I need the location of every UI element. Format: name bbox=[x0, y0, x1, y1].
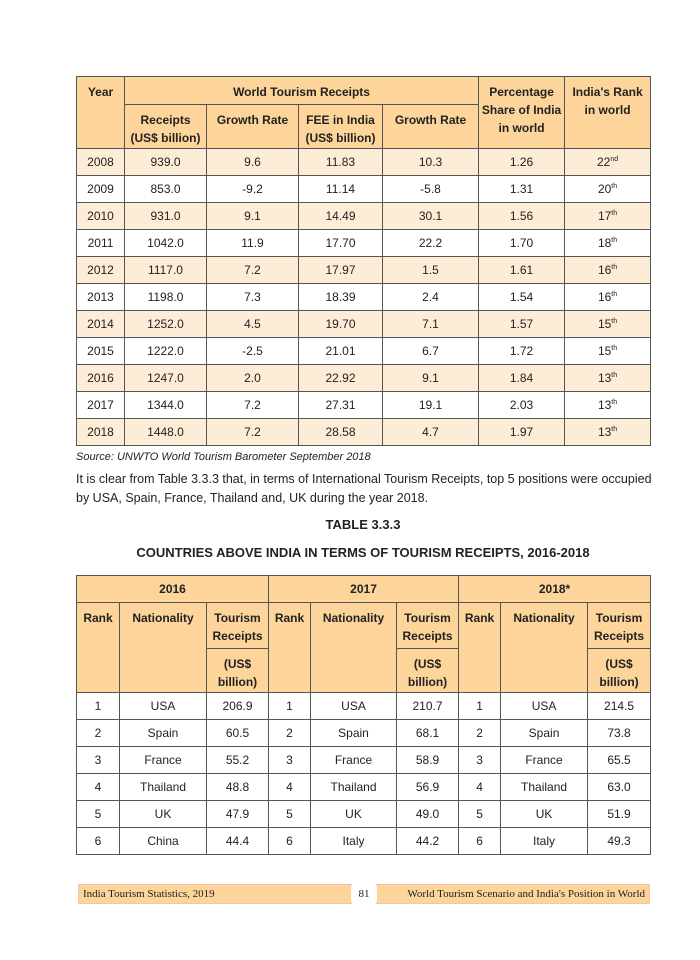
rank-cell bbox=[565, 230, 651, 257]
table-cell: Spain bbox=[501, 720, 588, 747]
table-cell: Spain bbox=[120, 720, 207, 747]
table-cell: 853.0 bbox=[125, 176, 207, 203]
header-unit: (US$ billion) bbox=[397, 649, 459, 693]
table-row bbox=[77, 801, 651, 828]
table-cell: 7.1 bbox=[383, 311, 479, 338]
table-cell: 2017 bbox=[77, 392, 125, 419]
rank-cell bbox=[565, 419, 651, 446]
table-cell: 7.3 bbox=[207, 284, 299, 311]
header-year: Year bbox=[77, 77, 125, 149]
table-row bbox=[77, 338, 651, 365]
footer-chapter: World Tourism Scenario and India's Position in World bbox=[407, 888, 645, 900]
table-cell: 2 bbox=[269, 720, 311, 747]
header-tourism-receipts: Tourism Receipts bbox=[207, 603, 269, 649]
header-fee-india: FEE in India (US$ billion) bbox=[299, 105, 383, 149]
header-unit: (US$ billion) bbox=[207, 649, 269, 693]
header-growth-rate-fee: Growth Rate bbox=[383, 105, 479, 149]
table-cell: -2.5 bbox=[207, 338, 299, 365]
table-cell: 2.0 bbox=[207, 365, 299, 392]
rank-cell bbox=[565, 149, 651, 176]
table-cell: 49.0 bbox=[397, 801, 459, 828]
table-cell: 4.5 bbox=[207, 311, 299, 338]
table-cell: 2012 bbox=[77, 257, 125, 284]
table-cell: 2 bbox=[459, 720, 501, 747]
table-row bbox=[77, 774, 651, 801]
table-cell: 2016 bbox=[77, 365, 125, 392]
table-cell: USA bbox=[311, 693, 397, 720]
rank-value: 20 bbox=[597, 182, 612, 196]
table-cell: 19.70 bbox=[299, 311, 383, 338]
table-cell: 7.2 bbox=[207, 257, 299, 284]
rank-suffix: nd bbox=[610, 156, 619, 163]
table-cell: 1252.0 bbox=[125, 311, 207, 338]
header-tourism-receipts: Tourism Receipts bbox=[588, 603, 651, 649]
header-year: 2018* bbox=[459, 576, 651, 603]
table-row bbox=[77, 149, 651, 176]
rank-value: 15 bbox=[597, 344, 612, 358]
rank-value: 18 bbox=[597, 236, 612, 250]
table-cell: Thailand bbox=[501, 774, 588, 801]
table-cell: 49.3 bbox=[588, 828, 651, 855]
header-nationality: Nationality bbox=[120, 603, 207, 693]
table-cell: 5 bbox=[77, 801, 120, 828]
table-row bbox=[77, 693, 651, 720]
table-cell: 60.5 bbox=[207, 720, 269, 747]
table-cell: -5.8 bbox=[383, 176, 479, 203]
table-cell: 5 bbox=[269, 801, 311, 828]
table-row bbox=[77, 720, 651, 747]
table-cell: 2015 bbox=[77, 338, 125, 365]
header-rank: Rank bbox=[77, 603, 120, 693]
header-unit: (US$ billion) bbox=[588, 649, 651, 693]
rank-value: 13 bbox=[597, 425, 612, 439]
header-tourism-receipts: Tourism Receipts bbox=[397, 603, 459, 649]
rank-value: 16 bbox=[597, 263, 612, 277]
rank-value: 17 bbox=[597, 209, 612, 223]
table-cell: 9.6 bbox=[207, 149, 299, 176]
header-nationality: Nationality bbox=[501, 603, 588, 693]
column-header-row bbox=[77, 603, 651, 649]
table-cell: 1.56 bbox=[479, 203, 565, 230]
table-cell: 9.1 bbox=[383, 365, 479, 392]
rank-value: 16 bbox=[597, 290, 612, 304]
table-cell: 3 bbox=[459, 747, 501, 774]
tourism-receipts-table bbox=[76, 76, 651, 446]
table-cell: 4 bbox=[459, 774, 501, 801]
paragraph: It is clear from Table 3.3.3 that, in terms of International Tourism Receipts, top 5 positions were occupied by USA, Spain, France, Thailand and, UK during the year 2018. bbox=[76, 472, 652, 505]
rank-value: 13 bbox=[597, 398, 612, 412]
table-cell: China bbox=[120, 828, 207, 855]
table-row bbox=[77, 230, 651, 257]
table-cell: 3 bbox=[269, 747, 311, 774]
table-cell: 48.8 bbox=[207, 774, 269, 801]
table-cell: 28.58 bbox=[299, 419, 383, 446]
table-cell: 11.9 bbox=[207, 230, 299, 257]
table-cell: 939.0 bbox=[125, 149, 207, 176]
table-cell: 17.97 bbox=[299, 257, 383, 284]
table-cell: 44.2 bbox=[397, 828, 459, 855]
table-cell: 2 bbox=[77, 720, 120, 747]
table-cell: 30.1 bbox=[383, 203, 479, 230]
table-cell: 1344.0 bbox=[125, 392, 207, 419]
table-cell: 210.7 bbox=[397, 693, 459, 720]
table-cell: France bbox=[311, 747, 397, 774]
table-title: COUNTRIES ABOVE INDIA IN TERMS OF TOURISM RECEIPTS, 2016-2018 bbox=[136, 545, 590, 560]
table-cell: 1.84 bbox=[479, 365, 565, 392]
table-cell: 51.9 bbox=[588, 801, 651, 828]
header-world-receipts: World Tourism Receipts bbox=[125, 77, 479, 105]
rank-value: 13 bbox=[597, 371, 612, 385]
table-cell: 2011 bbox=[77, 230, 125, 257]
table-row bbox=[77, 176, 651, 203]
table-cell: 22.92 bbox=[299, 365, 383, 392]
header-rank: Rank bbox=[459, 603, 501, 693]
rank-cell bbox=[565, 311, 651, 338]
header-receipts: Receipts (US$ billion) bbox=[125, 105, 207, 149]
table-cell: 17.70 bbox=[299, 230, 383, 257]
header-india-rank: India's Rank in world bbox=[565, 77, 651, 149]
table-cell: 2.4 bbox=[383, 284, 479, 311]
table-cell: USA bbox=[501, 693, 588, 720]
table-cell: 5 bbox=[459, 801, 501, 828]
table-row bbox=[77, 257, 651, 284]
table-cell: 1222.0 bbox=[125, 338, 207, 365]
table-cell: 2009 bbox=[77, 176, 125, 203]
table-cell: 1198.0 bbox=[125, 284, 207, 311]
table-cell: 2008 bbox=[77, 149, 125, 176]
rank-cell bbox=[565, 338, 651, 365]
table-cell: 73.8 bbox=[588, 720, 651, 747]
table-row bbox=[77, 392, 651, 419]
table-cell: 58.9 bbox=[397, 747, 459, 774]
table-cell: 2014 bbox=[77, 311, 125, 338]
table-row bbox=[77, 365, 651, 392]
header-growth-rate: Growth Rate bbox=[207, 105, 299, 149]
rank-suffix: th bbox=[611, 399, 618, 406]
table-cell: 1247.0 bbox=[125, 365, 207, 392]
rank-suffix: th bbox=[611, 426, 618, 433]
table-row bbox=[77, 747, 651, 774]
page-footer bbox=[78, 884, 650, 904]
table-cell: 55.2 bbox=[207, 747, 269, 774]
year-header-row bbox=[77, 576, 651, 603]
table-cell: 6.7 bbox=[383, 338, 479, 365]
table-cell: 214.5 bbox=[588, 693, 651, 720]
rank-suffix: th bbox=[611, 372, 618, 379]
rank-suffix: th bbox=[611, 210, 618, 217]
rank-cell bbox=[565, 203, 651, 230]
table-cell: 11.14 bbox=[299, 176, 383, 203]
table-cell: Italy bbox=[501, 828, 588, 855]
table-cell: 1.61 bbox=[479, 257, 565, 284]
rank-value: 15 bbox=[597, 317, 612, 331]
table-cell: 1.72 bbox=[479, 338, 565, 365]
table-cell: France bbox=[501, 747, 588, 774]
rank-cell bbox=[565, 257, 651, 284]
table-cell: 27.31 bbox=[299, 392, 383, 419]
table-cell: 931.0 bbox=[125, 203, 207, 230]
table-cell: 21.01 bbox=[299, 338, 383, 365]
table-cell: 2013 bbox=[77, 284, 125, 311]
table-cell: 63.0 bbox=[588, 774, 651, 801]
table-cell: 1.57 bbox=[479, 311, 565, 338]
table-cell: 11.83 bbox=[299, 149, 383, 176]
table-cell: 1 bbox=[459, 693, 501, 720]
rank-suffix: th bbox=[611, 318, 618, 325]
table-cell: 19.1 bbox=[383, 392, 479, 419]
rank-cell bbox=[565, 392, 651, 419]
footer-publication: India Tourism Statistics, 2019 bbox=[83, 888, 215, 900]
table-cell: 7.2 bbox=[207, 419, 299, 446]
table-cell: 1 bbox=[77, 693, 120, 720]
table-cell: 65.5 bbox=[588, 747, 651, 774]
table-row bbox=[77, 311, 651, 338]
table-cell: 47.9 bbox=[207, 801, 269, 828]
header-nationality: Nationality bbox=[311, 603, 397, 693]
rank-cell bbox=[565, 176, 651, 203]
table-cell: 7.2 bbox=[207, 392, 299, 419]
header-percentage-share: Percentage Share of India in world bbox=[479, 77, 565, 149]
table-label: TABLE 3.3.3 bbox=[325, 517, 401, 532]
rank-suffix: th bbox=[611, 291, 618, 298]
table-cell: 56.9 bbox=[397, 774, 459, 801]
table-cell: 3 bbox=[77, 747, 120, 774]
table-cell: 6 bbox=[459, 828, 501, 855]
table-cell: 10.3 bbox=[383, 149, 479, 176]
table-cell: 2010 bbox=[77, 203, 125, 230]
table-cell: 44.4 bbox=[207, 828, 269, 855]
rank-cell bbox=[565, 284, 651, 311]
table-cell: UK bbox=[501, 801, 588, 828]
table-cell: 2018 bbox=[77, 419, 125, 446]
table-cell: 1.70 bbox=[479, 230, 565, 257]
table-cell: 1117.0 bbox=[125, 257, 207, 284]
table-cell: UK bbox=[311, 801, 397, 828]
table-cell: Spain bbox=[311, 720, 397, 747]
table-cell: 1.97 bbox=[479, 419, 565, 446]
table-cell: Thailand bbox=[120, 774, 207, 801]
table-cell: UK bbox=[120, 801, 207, 828]
table-cell: -9.2 bbox=[207, 176, 299, 203]
countries-above-india-table bbox=[76, 575, 651, 855]
table-cell: 6 bbox=[269, 828, 311, 855]
rank-cell bbox=[565, 365, 651, 392]
table-cell: USA bbox=[120, 693, 207, 720]
table-cell: 4 bbox=[77, 774, 120, 801]
header-year: 2017 bbox=[269, 576, 459, 603]
table-cell: 14.49 bbox=[299, 203, 383, 230]
source-note: Source: UNWTO World Tourism Barometer September 2018 bbox=[76, 451, 371, 463]
table-cell: 1.26 bbox=[479, 149, 565, 176]
table-cell: 9.1 bbox=[207, 203, 299, 230]
rank-suffix: th bbox=[611, 183, 618, 190]
table-cell: 4 bbox=[269, 774, 311, 801]
table-cell: 1.5 bbox=[383, 257, 479, 284]
header-year: 2016 bbox=[77, 576, 269, 603]
rank-suffix: th bbox=[611, 264, 618, 271]
header-rank: Rank bbox=[269, 603, 311, 693]
rank-value: 22 bbox=[596, 155, 611, 169]
rank-suffix: th bbox=[611, 237, 618, 244]
page-number: 81 bbox=[351, 882, 377, 906]
table-cell: Italy bbox=[311, 828, 397, 855]
table-row bbox=[77, 203, 651, 230]
table-cell: 2.03 bbox=[479, 392, 565, 419]
table-cell: 1.54 bbox=[479, 284, 565, 311]
table-cell: 6 bbox=[77, 828, 120, 855]
table-row bbox=[77, 284, 651, 311]
table-cell: 1042.0 bbox=[125, 230, 207, 257]
table-cell: 68.1 bbox=[397, 720, 459, 747]
table-cell: 18.39 bbox=[299, 284, 383, 311]
table-cell: 206.9 bbox=[207, 693, 269, 720]
table-row bbox=[77, 828, 651, 855]
table-row bbox=[77, 419, 651, 446]
table-cell: 22.2 bbox=[383, 230, 479, 257]
rank-suffix: th bbox=[611, 345, 618, 352]
table-cell: 1.31 bbox=[479, 176, 565, 203]
table-cell: France bbox=[120, 747, 207, 774]
table-cell: 1 bbox=[269, 693, 311, 720]
table-cell: 4.7 bbox=[383, 419, 479, 446]
table-cell: 1448.0 bbox=[125, 419, 207, 446]
table-cell: Thailand bbox=[311, 774, 397, 801]
